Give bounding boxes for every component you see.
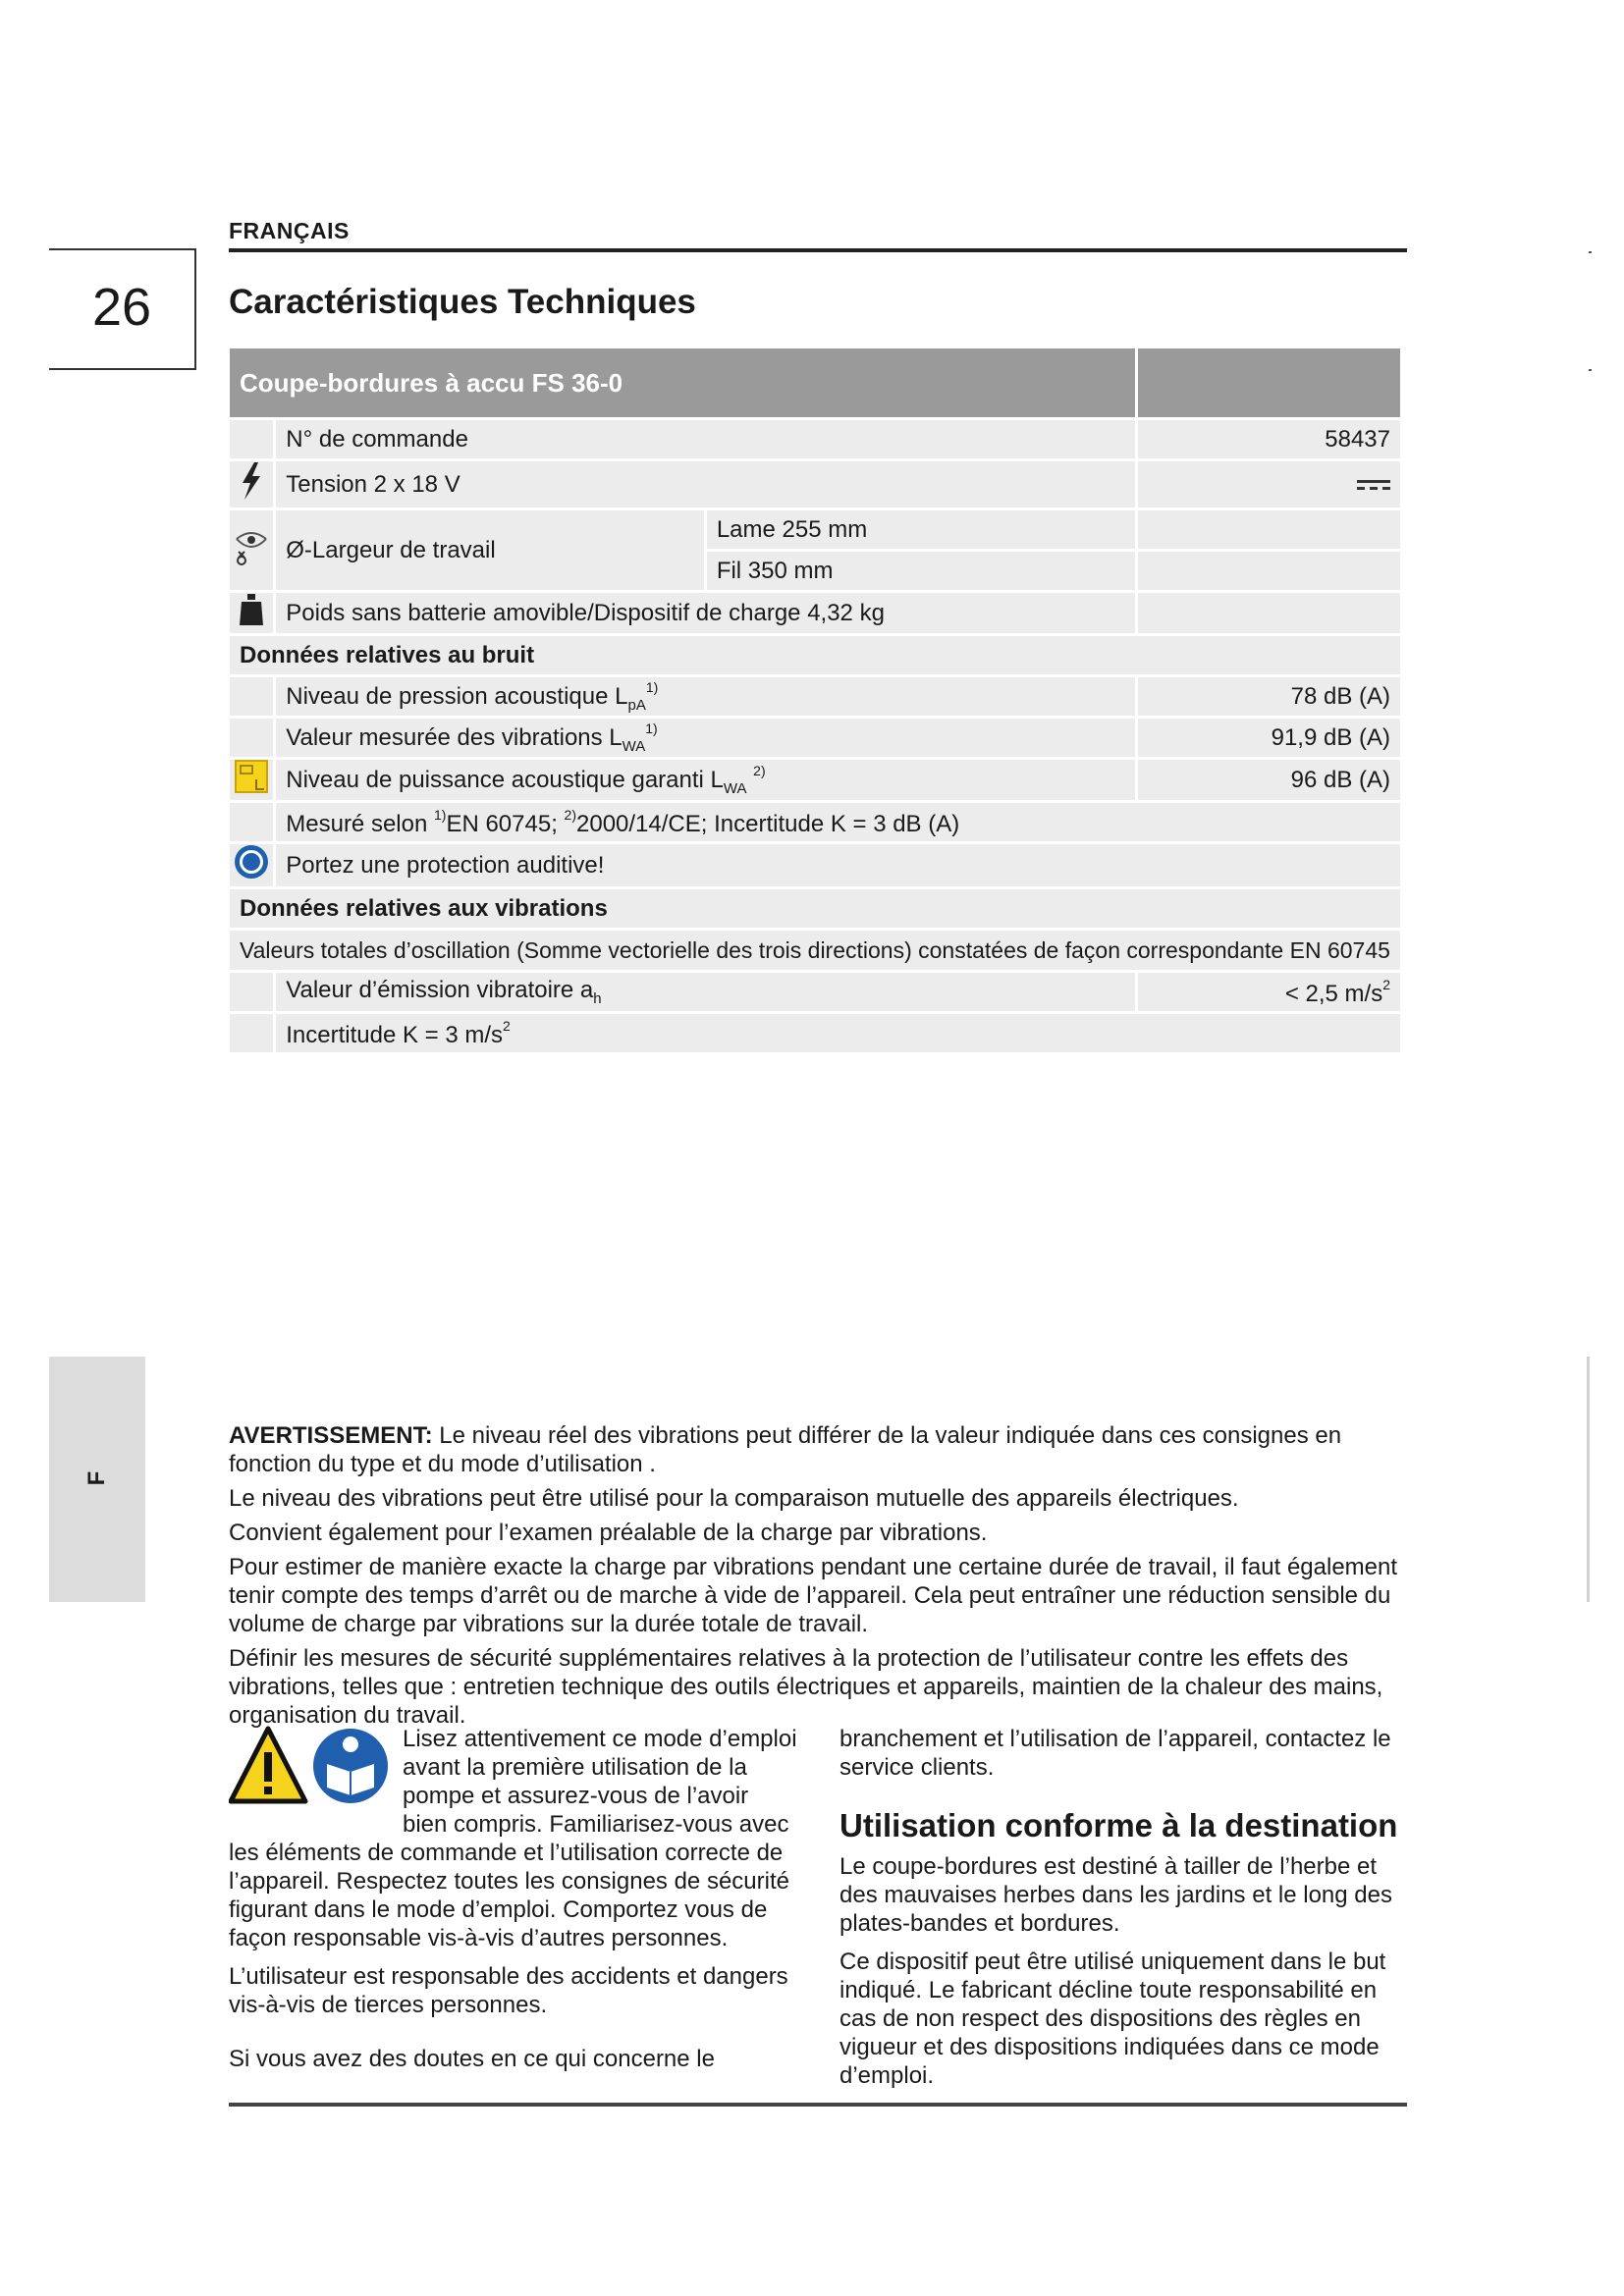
column-right bbox=[839, 1725, 1409, 2100]
margin-line bbox=[1587, 1357, 1590, 1602]
liability-text: Ce dispositif peut être utilisé uniquement dans le but indiqué. Le fabricant décline toute responsabilité en cas de non respect des dispositions des règles en vigueur et des dispositions indiquées dans ce mode d’emploi. bbox=[839, 1949, 1386, 2089]
noise-heading: Données relatives au bruit bbox=[230, 636, 1400, 674]
width-label: Ø-Largeur de travail bbox=[276, 510, 704, 590]
total-values-text: Valeurs totales d’oscillation (Somme vectorielle des trois directions) constatées de façon correspondante EN 60745 bbox=[230, 931, 1400, 970]
warning-triangle-icon bbox=[231, 1729, 305, 1801]
intended-use-text: Le coupe-bordures est destiné à tailler de l’herbe et des mauvaises herbes dans les jardins et le long des plates-bandes et bordures. bbox=[839, 1853, 1392, 1937]
safety-icons bbox=[229, 1725, 391, 1813]
intended-use-heading: Utilisation conforme à la destination bbox=[839, 1807, 1398, 1843]
table-row bbox=[230, 719, 1400, 757]
header-rule bbox=[229, 248, 1407, 252]
doubt-text: Si vous avez des doutes en ce qui concerne le bbox=[229, 2046, 715, 2072]
measured-power-label: Valeur mesurée des vibrations $L_{WA}^{1)}$ bbox=[276, 719, 1135, 757]
blade-value: Lame 255 mm bbox=[707, 510, 1136, 549]
table-row bbox=[230, 1014, 1400, 1052]
table-row bbox=[230, 461, 1400, 507]
warning-p3: Convient également pour l’examen préalable de la charge par vibrations. bbox=[229, 1520, 988, 1546]
table-row bbox=[230, 760, 1400, 800]
contact-text: branchement et l’utilisation de l’appareil, contactez le service clients. bbox=[839, 1726, 1391, 1781]
dc-symbol-icon bbox=[1138, 461, 1400, 507]
noise-label-icon bbox=[230, 760, 273, 800]
language-label: FRANÇAIS bbox=[229, 218, 350, 243]
page-title: Caractéristiques Techniques bbox=[229, 283, 696, 321]
header-empty-cell bbox=[1138, 348, 1400, 417]
page-number: 26 bbox=[91, 278, 152, 337]
table-row bbox=[230, 889, 1400, 928]
sound-pressure-value: 78 dB (A) bbox=[1138, 677, 1400, 716]
responsibility-text: L’utilisateur est responsable des accidents et dangers vis-à-vis de tierces personnes. bbox=[229, 1963, 788, 2018]
warning-p2: Le niveau des vibrations peut être utilisé pour la comparaison mutuelle des appareils électriques. bbox=[229, 1485, 1239, 1512]
read-manual-icon bbox=[313, 1729, 388, 1803]
order-label: N° de commande bbox=[276, 420, 1135, 458]
warning-p5: Définir les mesures de sécurité supplémentaires relatives à la protection de l’utilisateur contre les effets des vibrations, telles que : entretien technique des outils électriques et appareils, maintien de la chaleur des mains, organisation du travail. bbox=[229, 1645, 1383, 1729]
table-row bbox=[230, 844, 1400, 886]
order-value: 58437 bbox=[1138, 420, 1400, 458]
weight-icon bbox=[230, 593, 273, 633]
voltage-label: Tension 2 x 18 V bbox=[276, 461, 1135, 507]
measured-according: Mesuré selon $^{1)}$EN 60745; $^{2)}$2000/14/CE; Incertitude K = 3 dB (A) bbox=[276, 803, 1400, 841]
weight-label: Poids sans batterie amovible/Dispositif de charge 4,32 kg bbox=[276, 593, 1135, 633]
table-header-row bbox=[230, 348, 1400, 417]
spec-table bbox=[227, 346, 1403, 1055]
footer-rule bbox=[229, 2103, 1407, 2107]
measured-power-value: 91,9 dB (A) bbox=[1138, 719, 1400, 757]
margin-mark bbox=[1589, 251, 1592, 253]
table-row bbox=[230, 420, 1400, 458]
column-left bbox=[229, 1725, 798, 2083]
guaranteed-power-value: 96 dB (A) bbox=[1138, 760, 1400, 800]
table-row bbox=[230, 931, 1400, 970]
margin-mark bbox=[1589, 369, 1592, 371]
lightning-icon bbox=[230, 461, 273, 507]
emission-label: Valeur d’émission vibratoire $a_h$ bbox=[276, 973, 1135, 1011]
table-row bbox=[230, 636, 1400, 674]
warning-block bbox=[229, 1421, 1407, 1735]
table-row bbox=[230, 677, 1400, 716]
warning-p1: AVERTISSEMENT: Le niveau réel des vibrations peut différer de la valeur indiquée dans ces consignes en fonction du type et du mode d’utilisation . bbox=[229, 1422, 1342, 1477]
table-row bbox=[230, 593, 1400, 633]
cutting-width-icon bbox=[230, 510, 273, 590]
wire-value: Fil 350 mm bbox=[707, 552, 1136, 590]
vibration-uncertainty: Incertitude K = 3 $m/s^2$ bbox=[276, 1014, 1400, 1052]
product-name: Coupe-bordures à accu FS 36-0 bbox=[230, 348, 1135, 417]
hearing-protection-icon bbox=[230, 844, 273, 886]
warning-p4: Pour estimer de manière exacte la charge par vibrations pendant une certaine durée de travail, il faut également tenir compte des temps d’arrêt ou de marche à vide de l’appareil. Cela peut entraîner une réduction sensible du volume de charge par vibrations sur la durée totale de travail. bbox=[229, 1554, 1398, 1637]
guaranteed-power-label: Niveau de puissance acoustique garanti $L_{WA}$ $^{2)}$ bbox=[276, 760, 1135, 800]
table-row bbox=[230, 510, 1400, 549]
read-manual-text: Lisez attentivement ce mode d’emploi avant la première utilisation de la pompe et assurez-vous de l’avoir bien compris. Familiarisez-vous avec les éléments de commande et l’utilisation correcte de l’appareil. Respectez toutes les consignes de sécurité figurant dans le mode d’emploi. Comportez vous de façon responsable vis-à-vis d’autres personnes. bbox=[229, 1726, 797, 1951]
vibration-heading: Données relatives aux vibrations bbox=[230, 889, 1400, 928]
emission-value: < 2,5 $m/s^2$ bbox=[1138, 973, 1400, 1011]
table-row bbox=[230, 803, 1400, 841]
hearing-protection-text: Portez une protection auditive! bbox=[276, 844, 1400, 886]
language-side-tab: F bbox=[49, 1357, 145, 1602]
table-row bbox=[230, 973, 1400, 1011]
sound-pressure-label: Niveau de pression acoustique $L_{pA}^{1)}$ bbox=[276, 677, 1135, 716]
